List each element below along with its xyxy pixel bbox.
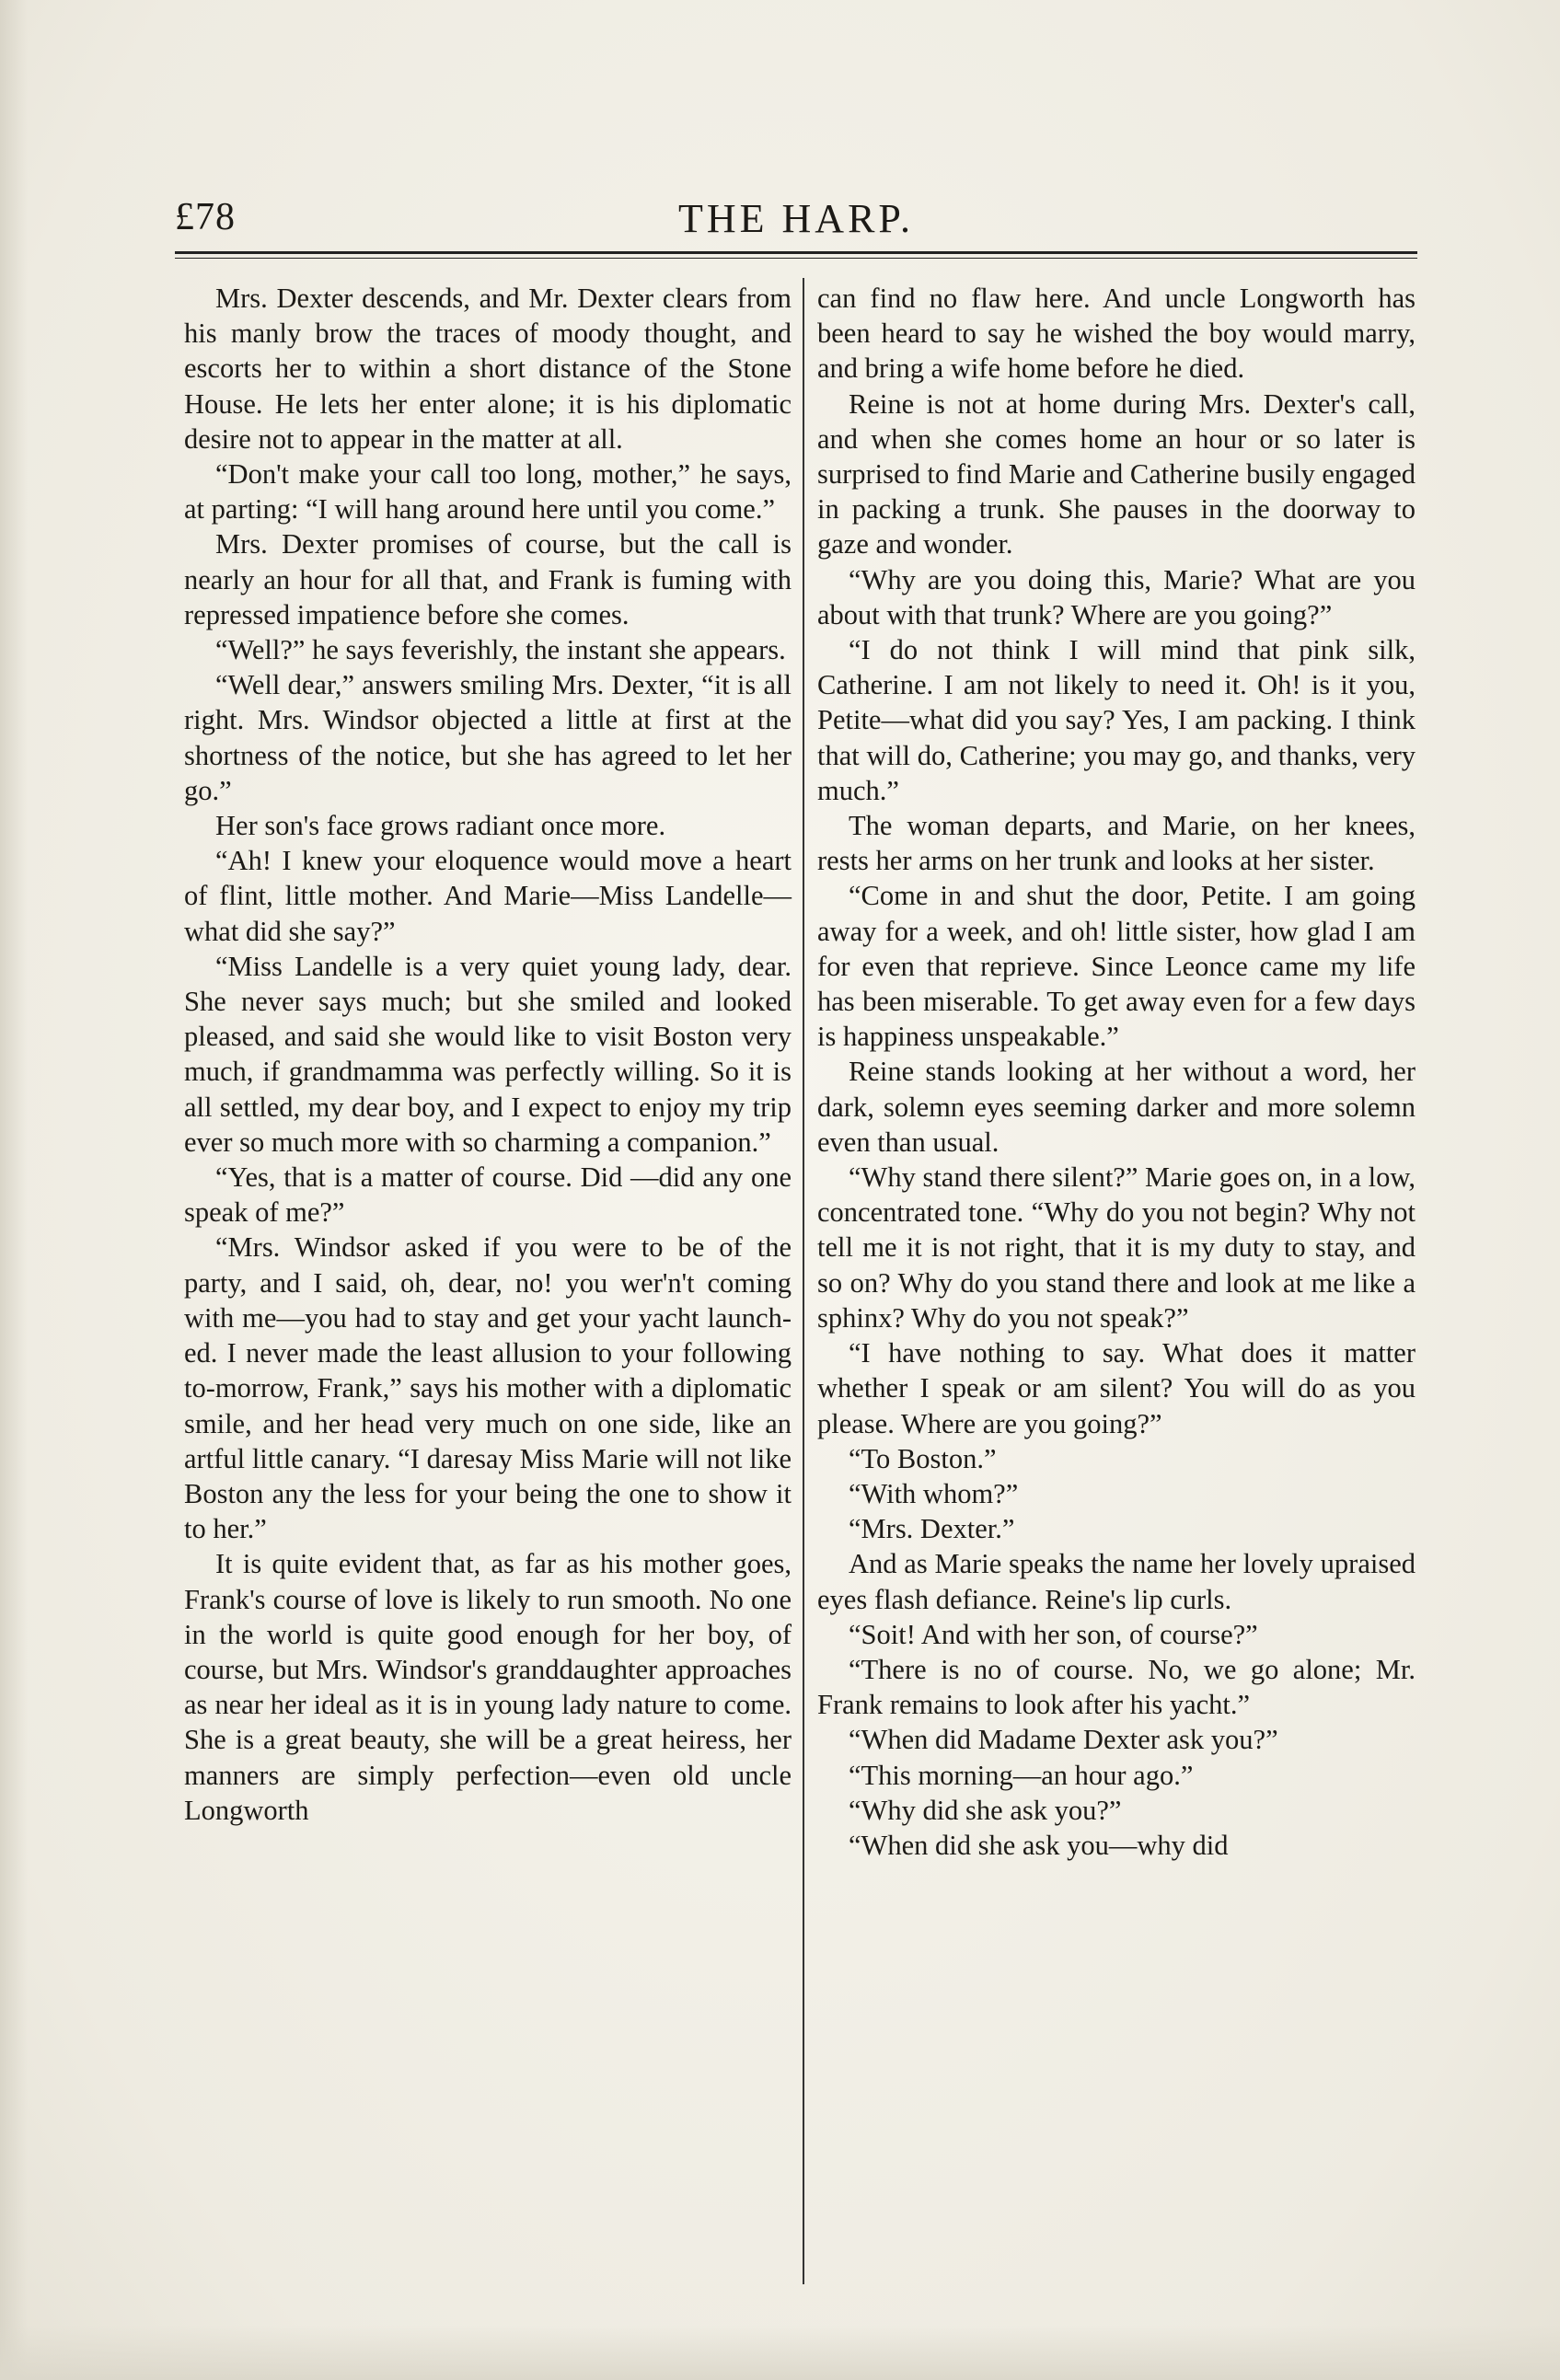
paragraph: “I do not think I will mind that pink silk, Catherine. I am not likely to need it. Oh! is it you, Petite—what did you say? Yes, I am packing. I think that will do, Catherine; you may go, and thanks, very much.” — [817, 634, 1416, 806]
paragraph: “When did she ask you—why did — [849, 1829, 1229, 1861]
paragraph: Mrs. Dexter descends, and Mr. Dexter clears from his manly brow the traces of moody thought, and escorts her to within a short distance of the Stone House. He lets her enter alone; it is his diplomatic desire not to appear in the matter at all. — [184, 283, 792, 455]
paragraph: “Don't make your call too long, mother,” he says, at parting: “I will hang around here until you come.” — [184, 458, 792, 526]
page-edge-shadow — [0, 0, 28, 2380]
paragraph: “Ah! I knew your eloquence would move a heart of flint, little mother. And Marie—Miss Landelle—what did she say?” — [184, 845, 792, 947]
paragraph: “To Boston.” — [849, 1442, 997, 1474]
paragraph: The woman departs, and Marie, on her knees, rests her arms on her trunk and looks at her sister. — [817, 810, 1416, 877]
paragraph: “Why did she ask you?” — [849, 1794, 1122, 1826]
header-rule-thick — [175, 251, 1417, 254]
left-column — [184, 281, 792, 1828]
paragraph: It is quite evident that, as far as his mother goes, Frank's course of love is likely to run smooth. No one in the world is quite good enough for her boy, of course, but Mrs. Windsor's granddaughter approaches as near her ideal as it is in young lady nature to come. She is a great beauty, she will be a great heiress, her manners are simply perfection—even old uncle Longworth — [184, 1548, 792, 1826]
paragraph: “Miss Landelle is a very quiet young lady, dear. She never says much; but she smiled and looked pleased, and said she would like to visit Boston very much, if grandmamma was perfectly willing. So it is all settled, my dear boy, and I expect to enjoy my trip ever so much more with so charming a companion.” — [184, 950, 792, 1158]
paragraph: Reine is not at home during Mrs. Dexter's call, and when she comes home an hour or so later is surprised to find Marie and Catherine busily engaged in packing a trunk. She pauses in the doorway to gaze and wonder. — [817, 387, 1416, 560]
page-number: £78 — [175, 196, 236, 238]
paragraph: “With whom?” — [849, 1477, 1019, 1509]
right-column — [817, 281, 1416, 1863]
paragraph: Mrs. Dexter promises of course, but the call is nearly an hour for all that, and Frank is fuming with repressed impatience before she comes. — [184, 528, 792, 630]
paragraph: “Well?” he says feverishly, the instant she appears. — [215, 634, 786, 666]
paragraph: “Mrs. Windsor asked if you were to be of the party, and I said, oh, dear, no! you wer'n't coming with me—you had to stay and get your yacht launched. I never made the least allusion to your following to-morrow, Frank,” says his mother with a diplomatic smile, and her head very much on one side, like an artful little canary. “I daresay Miss Marie will not like Boston any the less for your being the one to show it to her.” — [184, 1231, 792, 1545]
page-bottom-shadow — [0, 2325, 1560, 2380]
running-title: THE HARP. — [677, 196, 915, 241]
paragraph: “Come in and shut the door, Petite. I am going away for a week, and oh! little sister, how glad I am for even that reprieve. Since Leonce came my life has been miserable. To get away even for a few days is happiness unspeakable.” — [817, 880, 1416, 1053]
paragraph: “Well dear,” answers smiling Mrs. Dexter, “it is all right. Mrs. Windsor objected a little at first at the shortness of the notice, but she has agreed to let her go.” — [184, 669, 792, 806]
paragraph: “Why are you doing this, Marie? What are you about with that trunk? Where are you going?” — [817, 563, 1416, 630]
header-rule-thin — [175, 258, 1417, 259]
paragraph: “When did Madame Dexter ask you?” — [849, 1724, 1278, 1756]
paragraph: “There is no of course. No, we go alone; Mr. Frank remains to look after his yacht.” — [817, 1653, 1416, 1721]
paragraph: And as Marie speaks the name her lovely upraised eyes flash defiance. Reine's lip curls. — [817, 1548, 1416, 1615]
paragraph: Reine stands looking at her without a word, her dark, solemn eyes seeming darker and more solemn even than usual. — [817, 1056, 1416, 1158]
paragraph: “Mrs. Dexter.” — [849, 1513, 1015, 1545]
paragraph: “I have nothing to say. What does it matter whether I speak or am silent? You will do as you please. Where are you going?” — [817, 1337, 1416, 1439]
paragraph: Her son's face grows radiant once more. — [215, 810, 666, 842]
paragraph: “Soit! And with her son, of course?” — [849, 1618, 1258, 1650]
paragraph: “Why stand there silent?” Marie goes on, in a low, concentrated tone. “Why do you not begin? Why not tell me it is not right, that it is my duty to stay, and so on? Why do you stand there and look at me like a sphinx? Why do you not speak?” — [817, 1161, 1416, 1334]
column-divider — [803, 278, 804, 2284]
paragraph: “Yes, that is a matter of course. Did —did any one speak of me?” — [184, 1161, 792, 1229]
page-header — [175, 195, 1417, 250]
paragraph: “This morning—an hour ago.” — [849, 1759, 1194, 1791]
paragraph-continuation: can find no flaw here. And uncle Longworth has been heard to say he wished the boy would marry, and bring a wife home before he died. — [817, 283, 1416, 385]
